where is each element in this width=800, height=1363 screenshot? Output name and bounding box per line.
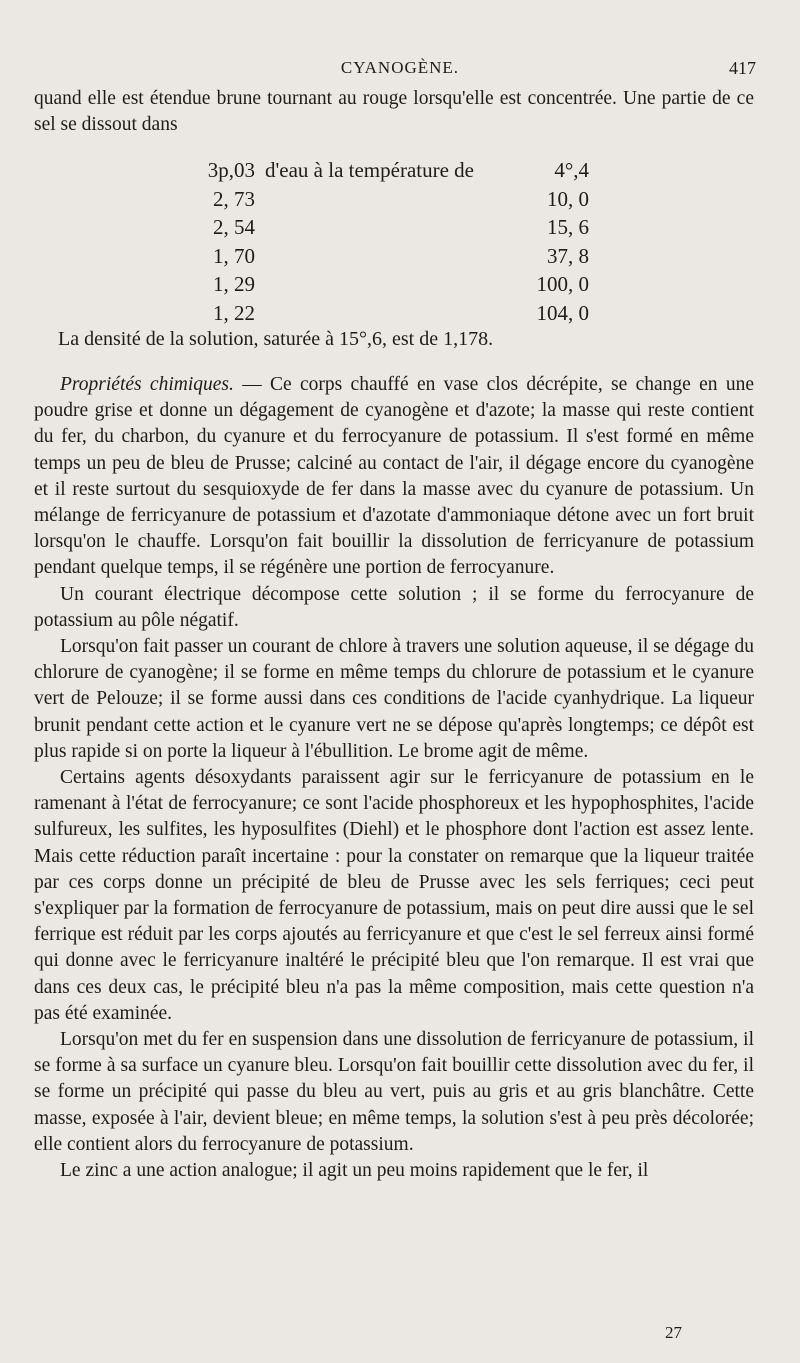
paragraph: Un courant électrique décompose cette solution ; il se forme du ferrocyanure de potassium au pôle négatif.	[34, 583, 754, 631]
density-line: La densité de la solution, saturée à 15°,6, est de 1,178.	[58, 328, 494, 350]
running-title: CYANOGÈNE.	[340, 58, 460, 77]
temperature-cell: 100, 0	[536, 272, 589, 297]
section-heading: Propriétés chimiques.	[60, 374, 234, 395]
intro-paragraph: quand elle est étendue brune tournant au rouge lorsqu'elle est concentrée. Une partie de ce sel se dissout dans	[34, 88, 754, 136]
main-text	[34, 372, 754, 1184]
intro-block	[34, 86, 754, 138]
temperature-cell: 104, 0	[536, 300, 589, 325]
parts-cell: 2, 54	[213, 215, 255, 240]
signature-mark: 27	[665, 1323, 682, 1342]
solubility-table	[205, 158, 605, 330]
parts-cell: 1, 29	[213, 272, 255, 297]
paragraph: Certains agents désoxydants paraissent agir sur le ferricyanure de potassium en le ramenant à l'état de ferrocyanure; ce sont l'acide phosphoreux et les hypophosphites, l'acide sulfureux, les sulfites, les hyposulfites (Diehl) et le phosphore dont l'action est assez lente. Mais cette réduction paraît incertaine : pour la constater on remarque que la liqueur traitée par ces corps donne un précipité de bleu de Prusse avec les sels ferriques; ceci peut s'expliquer par la formation de ferrocyanure de potassium, mais on peut dire aussi que le sel ferrique est réduit par les corps ajoutés au ferricyanure et que c'est le sel ferreux ainsi formé qui donne avec le ferricyanure inaltéré le précipité bleu que l'on remarque. Il est vrai que dans ces deux cas, le précipité bleu n'a pas la même composition, mais cette question n'a pas été examinée.	[34, 767, 754, 1024]
temperature-cell: 15, 6	[547, 215, 589, 240]
temperature-cell: 4°,4	[554, 158, 589, 182]
table-row	[205, 244, 605, 273]
table-row	[205, 158, 605, 187]
page-header	[34, 58, 766, 84]
table-row	[205, 187, 605, 216]
paragraph: Lorsqu'on fait passer un courant de chlore à travers une solution aqueuse, il se dégage du chlorure de cyanogène; il se forme en même temps du chlorure de potassium et le cyanure vert de Pelouze; il se forme aussi dans ces conditions de l'acide cyanhydrique. La liqueur brunit pendant cette action et le cyanure vert ne se dépose qu'après longtemps; ce dépôt est plus rapide si on porte la liqueur à l'ébullition. Le brome agit de même.	[34, 636, 754, 762]
page-number: 417	[729, 58, 756, 78]
paragraph-text: — Ce corps chauffé en vase clos décrépite, se change en une poudre grise et donne un dégagement de cyanogène et d'azote; la masse qui reste contient du fer, du charbon, du cyanure et du ferrocyanure de potassium. Il s'est formé en même temps un peu de bleu de Prusse; calciné au contact de l'air, il dégage encore du cyanogène et il reste surtout du sesquioxyde de fer dans la masse avec du cyanure de potassium. Un mélange de ferricyanure de potassium et d'azotate d'ammoniaque détone avec un fort bruit lorsqu'on le chauffe. Lorsqu'on fait bouillir la dissolution de ferricyanure de potassium pendant quelque temps, il se régénère une portion de ferrocyanure.	[34, 374, 754, 579]
table-row	[205, 215, 605, 244]
paragraph: Le zinc a une action analogue; il agit un peu moins rapidement que le fer, il	[60, 1160, 649, 1182]
temperature-cell: 37, 8	[547, 243, 589, 268]
parts-cell: 1, 22	[213, 300, 255, 325]
parts-cell: 3p,03	[207, 158, 255, 182]
table-row	[205, 272, 605, 301]
parts-cell: 1, 70	[213, 243, 255, 268]
label-cell: d'eau à la température de	[265, 158, 474, 182]
temperature-cell: 10, 0	[547, 186, 589, 211]
parts-cell: 2, 73	[213, 186, 255, 211]
paragraph: Lorsqu'on met du fer en suspension dans une dissolution de ferricyanure de potassium, il se forme à sa surface un cyanure bleu. Lorsqu'on fait bouillir cette dissolution avec du fer, il se forme un précipité qui passe du bleu au vert, puis au gris et au gris blanchâtre. Cette masse, exposée à l'air, devient bleue; en même temps, la solution s'est à peu près décolorée; elle contient alors du ferrocyanure de potassium.	[34, 1029, 754, 1155]
table-row	[205, 301, 605, 330]
paragraph-properties	[34, 372, 754, 582]
